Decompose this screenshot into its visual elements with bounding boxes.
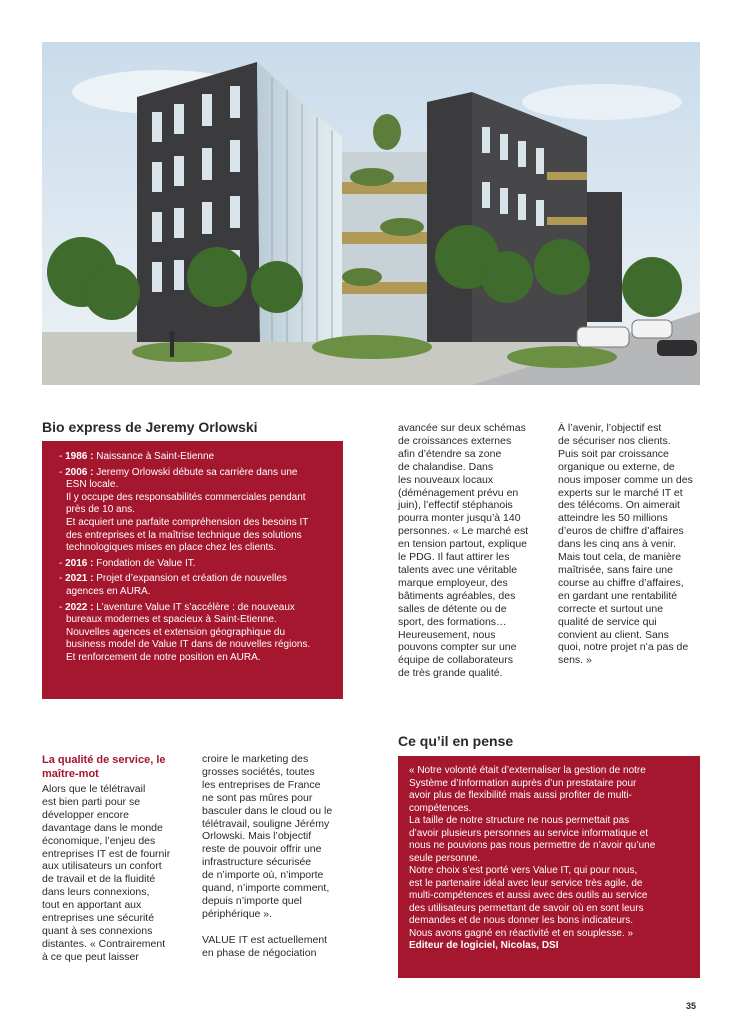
text-line: pouvons compter sur une xyxy=(398,641,517,654)
text-line: en phase de négociation xyxy=(202,946,317,959)
timeline-text: des entreprises et la maîtrise technique des solutions xyxy=(66,529,302,541)
timeline-text: L’aventure Value IT s’accélère : de nouveaux xyxy=(96,601,295,613)
text-line: quand, n’importe comment, xyxy=(202,882,330,895)
quote-line: seule personne. xyxy=(409,852,481,864)
text-line: bâtiments agréables, des xyxy=(398,589,516,602)
timeline-text: Fondation de Value IT. xyxy=(96,557,196,569)
quote-line: des utilisateurs permettant de savoir où en sont leurs xyxy=(409,902,644,914)
timeline-year: 2006 : xyxy=(65,466,94,478)
text-line: aux utilisateurs un confort xyxy=(42,860,162,873)
text-line: (déménagement prévu en xyxy=(398,486,519,499)
timeline-text: Projet d’expansion et création de nouvelles xyxy=(96,573,287,585)
text-line: en tension partout, explique xyxy=(398,538,528,551)
timeline-text: Et renforcement de notre position en AURA. xyxy=(66,651,261,663)
timeline-year: 2016 : xyxy=(65,557,94,569)
text-line: correcte et surtout une xyxy=(558,602,664,615)
text-line: quant à ses connexions xyxy=(42,924,153,937)
timeline-item: - 2022 : L’aventure Value IT s’accélère : de nouveaux bureaux modernes et spacieux à Saint-Etienne. Nouvelles agences et extension géographique du business model de Value IT dans de nouvelles régions. Et renforcement de notre position en AURA. xyxy=(52,602,333,665)
text-line: Mais tout cela, de manière xyxy=(558,551,682,564)
text-line: qualité de service qui xyxy=(558,615,657,628)
quote-signature: Editeur de logiciel, Nicolas, DSI xyxy=(409,940,559,951)
quote-line: Nous avons gagné en réactivité et en souplesse. » xyxy=(409,927,634,939)
text-line: course au chiffre d’affaires, xyxy=(558,576,684,589)
quote-line: demandes et de nous donner les bons indicateurs. xyxy=(409,915,634,926)
text-line: basculer dans le cloud ou le xyxy=(202,804,333,817)
text-line: croire le marketing des xyxy=(202,753,309,765)
text-line: reste de pouvoir offrir une xyxy=(202,843,322,856)
quote-line: multi-compétences et aussi avec des outils au service xyxy=(409,890,648,901)
text-line: ne sont pas mûres pour xyxy=(202,791,313,804)
text-line: organique ou externe, de xyxy=(558,460,675,473)
text-line: personnes. « Le marché est xyxy=(398,525,529,538)
timeline-item: - 1986 : Naissance à Saint-Etienne xyxy=(59,451,215,462)
quote-line: compétences. xyxy=(409,802,472,814)
text-line: équipe de collaborateurs xyxy=(398,654,513,667)
text-line: salles de détente ou de xyxy=(398,602,507,615)
text-line: les entreprises de France xyxy=(202,778,321,791)
quality-heading xyxy=(42,753,192,781)
article-column-2 xyxy=(558,422,698,667)
quote-line: est le partenaire idéal avec leur service très agile, de xyxy=(409,877,643,889)
text-line: de travail et de la fluidité xyxy=(42,873,156,886)
text-line: les nouveaux locaux xyxy=(398,473,494,486)
text-line: de chalandise. Dans xyxy=(398,460,494,473)
quote-line: Système d’Information auprès d’un prestataire pour xyxy=(409,777,637,789)
timeline-text: Il y occupe des responsabilités commerciales pendant xyxy=(66,491,306,503)
article-column-1 xyxy=(398,422,538,680)
quote-line: avoir plus de flexibilité mais aussi profiter de multi- xyxy=(409,790,632,801)
text-line: juin), l’effectif stéphanois xyxy=(398,499,513,512)
quote-line: La taille de notre structure ne nous permettait pas xyxy=(409,815,630,826)
timeline-text: Jeremy Orlowski débute sa carrière dans une xyxy=(96,466,298,478)
timeline-item: - 2006 : Jeremy Orlowski débute sa carrière dans une ESN locale. Il y occupe des responsabilités commerciales pendant près de 10 ans. Et acquiert une parfaite compréhension des besoins IT des entreprises et la maîtrise technique des solutions technologiques mises en place chez les clients. xyxy=(52,467,333,555)
text-line: VALUE IT est actuellement xyxy=(202,933,328,946)
timeline-text: bureaux modernes et spacieux à Saint-Etienne. xyxy=(66,614,277,626)
timeline-text: ESN locale. xyxy=(66,479,119,491)
text-line: quoi, notre projet n’a pas de xyxy=(558,641,689,654)
timeline-year: 1986 : xyxy=(65,451,94,462)
quote-line: nous ne pouvions pas nous permettre de n’avoir qu’une xyxy=(409,840,656,851)
quality-heading-line: La qualité de service, le xyxy=(42,754,166,766)
text-line: avancée sur deux schémas xyxy=(398,422,526,434)
article-column-4 xyxy=(202,753,352,959)
page-number: 35 xyxy=(686,1001,697,1011)
text-line: grosses sociétés, toutes xyxy=(202,765,315,778)
text-line: économique, l’enjeu des xyxy=(42,834,156,847)
text-line: infrastructure sécurisée xyxy=(202,856,312,869)
quote-line: d’avoir plusieurs personnes au service informatique et xyxy=(409,827,649,839)
text-line: le PDG. Il faut attirer les xyxy=(398,551,510,564)
text-line: Alors que le télétravail xyxy=(42,783,146,795)
text-line: sport, des formations… xyxy=(398,615,507,628)
text-line: de n’importe où, n’importe xyxy=(202,869,324,882)
text-line: À l’avenir, l’objectif est xyxy=(558,422,662,434)
text-line: marque employeur, des xyxy=(398,576,508,589)
text-line: périphérique ». xyxy=(202,907,273,920)
text-line: tout en apportant aux xyxy=(42,899,142,912)
text-line: entreprises IT est de fournir xyxy=(42,847,171,860)
quote-line: « Notre volonté était d’externaliser la gestion de notre xyxy=(409,765,646,776)
building-photo xyxy=(42,42,700,385)
text-line: davantage dans le monde xyxy=(42,821,163,834)
text-line: depuis n’importe quel xyxy=(202,894,302,907)
timeline-text: agences en AURA. xyxy=(66,585,151,597)
text-line: dans les cinq ans à venir. xyxy=(558,538,676,551)
text-line: des télécoms. On aimerait xyxy=(558,499,680,512)
text-line: dans leurs connexions, xyxy=(42,886,150,899)
text-line: en gardant une rentabilité xyxy=(558,589,678,602)
bio-timeline-box xyxy=(42,441,343,699)
text-line: nous imposer comme un des xyxy=(558,473,693,486)
quote-line: Notre choix s’est porté vers Value IT, qui pour nous, xyxy=(409,865,638,876)
text-line: pourra monter jusqu’à 140 xyxy=(398,512,521,525)
text-line: est bien parti pour se xyxy=(42,795,141,808)
text-line: talents avec une véritable xyxy=(398,563,518,576)
quality-heading-line: maître-mot xyxy=(42,768,99,780)
timeline-text: Nouvelles agences et extension géographique du xyxy=(66,626,286,638)
timeline-year: 2022 : xyxy=(65,601,94,613)
building-illustration xyxy=(42,42,700,385)
text-line: afin d’étendre sa zone xyxy=(398,447,502,460)
text-line: convient au client. Sans xyxy=(558,628,669,641)
text-line: de sécuriser nos clients. xyxy=(558,434,671,447)
timeline-item: - 2021 : Projet d’expansion et création de nouvelles agences en AURA. xyxy=(52,573,333,598)
timeline-text: près de 10 ans. xyxy=(66,504,135,516)
timeline-text: Et acquiert une parfaite compréhension des besoins IT xyxy=(66,516,309,528)
text-line: télétravail, souligne Jérémy xyxy=(202,817,330,830)
text-line: Puis soit par croissance xyxy=(558,447,669,460)
text-line: Heureusement, nous xyxy=(398,628,496,641)
timeline-text: Naissance à Saint-Etienne xyxy=(96,451,215,462)
text-line: de très grande qualité. xyxy=(398,667,503,680)
text-line: atteindre les 50 millions xyxy=(558,512,668,525)
text-line: maîtrisée, sans faire une xyxy=(558,563,673,576)
article-column-3 xyxy=(42,783,192,964)
text-line: experts sur le marché IT et xyxy=(558,486,683,499)
text-line: de croissances externes xyxy=(398,434,512,447)
text-line: développer encore xyxy=(42,808,129,821)
text-line: d’euros de chiffre d’affaires xyxy=(558,525,684,538)
text-line: à ce que peut laisser xyxy=(42,950,139,963)
timeline-item: - 2016 : Fondation de Value IT. xyxy=(59,557,196,569)
testimonial-title: Ce qu’il en pense xyxy=(398,733,514,749)
text-line: entreprises une sécurité xyxy=(42,912,155,925)
timeline-text: business model de Value IT dans de nouvelles régions. xyxy=(66,639,311,651)
text-line: distantes. « Contrairement xyxy=(42,937,166,950)
bio-title: Bio express de Jeremy Orlowski xyxy=(42,419,258,435)
timeline-text: technologiques mises en place chez les clients. xyxy=(66,542,277,554)
testimonial-quote-box xyxy=(398,756,700,978)
text-line: Orlowski. Mais l’objectif xyxy=(202,830,312,843)
text-line: sens. » xyxy=(558,654,592,667)
text-line xyxy=(202,921,352,934)
timeline-year: 2021 : xyxy=(65,573,94,585)
